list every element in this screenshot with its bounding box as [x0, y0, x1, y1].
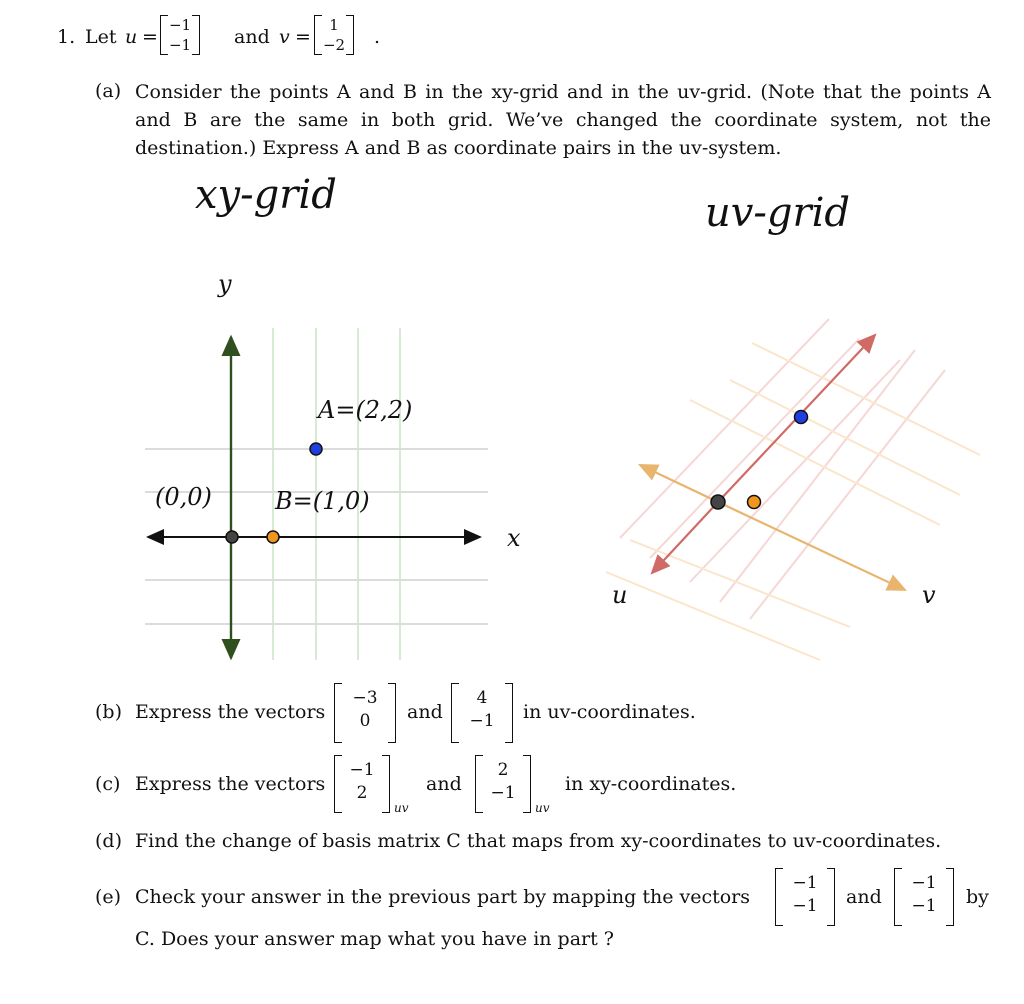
- part-b-vector-1-entry: 0: [359, 711, 371, 731]
- x-axis-label: x: [507, 524, 521, 552]
- point-a-label: A=(2,2): [318, 396, 413, 424]
- part-b-and: and: [407, 701, 443, 723]
- part-b-label: (b): [95, 701, 122, 723]
- part-c-prefix: Express the vectors: [135, 773, 326, 795]
- uv-gridlines-v-direction: [606, 343, 980, 660]
- equals-sign: =: [142, 26, 158, 48]
- and-word: and: [234, 26, 270, 48]
- part-c-subscript: uv: [394, 801, 409, 815]
- part-e-and: and: [846, 886, 882, 908]
- part-e-label: (e): [95, 886, 122, 908]
- part-e-prefix: Check your answer in the previous part by mapping the vectors: [135, 886, 751, 908]
- uv-grid-title: uv-grid: [705, 190, 850, 236]
- part-a-label: (a): [95, 80, 122, 102]
- origin-label: (0,0): [155, 483, 212, 511]
- part-e-vector-2-entry: −1: [911, 873, 937, 893]
- vector-v-entry: 1: [329, 16, 339, 34]
- part-b-vector-2-entry: −1: [469, 711, 495, 731]
- part-d-label: (d): [95, 830, 122, 852]
- uv-point-a: [795, 411, 808, 424]
- part-c-vector-2-entry: −1: [490, 783, 516, 803]
- point-b-label: B=(1,0): [275, 487, 370, 515]
- part-c-vector-1-entry: −1: [349, 760, 375, 780]
- part-c-label: (c): [95, 773, 121, 795]
- xy-origin-point: [226, 531, 238, 543]
- problem-number: 1.: [57, 26, 76, 48]
- part-b-vector-2: [451, 683, 513, 743]
- part-b-suffix: in uv-coordinates.: [523, 701, 696, 723]
- xy-grid-title: xy-grid: [195, 172, 337, 218]
- part-d-text: Find the change of basis matrix C that maps from xy-coordinates to uv-coordinates.: [135, 830, 942, 852]
- uv-gridlines-u-direction: [620, 319, 945, 619]
- part-b-vector-1: [334, 683, 396, 743]
- xy-point-b: [267, 531, 279, 543]
- uv-origin-point: [711, 495, 725, 509]
- part-c-suffix: in xy-coordinates.: [565, 773, 737, 795]
- part-a-text: Consider the points A and B in the xy-grid and in the uv-grid. (Note that the points A and B are the same in both grid. We’ve changed the coordinate system, not the destination.) Express A and B as coordinate pairs in the uv-system.: [135, 81, 991, 159]
- y-axis-label: y: [218, 270, 232, 298]
- part-c-vector-1: [334, 755, 390, 813]
- part-c-vector-2-entry: 2: [497, 760, 509, 780]
- equals-sign: =: [295, 26, 311, 48]
- part-c-subscript: uv: [535, 801, 550, 815]
- vector-v-entry: −2: [322, 36, 346, 54]
- part-b-vector-1-entry: −3: [352, 688, 378, 708]
- part-c-vector-1-entry: 2: [356, 783, 368, 803]
- part-e-line2: C. Does your answer map what you have in part ?: [135, 928, 614, 950]
- let-word: Let: [85, 26, 117, 48]
- period: .: [374, 26, 381, 48]
- u-variable: u: [125, 26, 138, 48]
- u-axis-label: u: [612, 581, 628, 609]
- v-axis-label: v: [922, 581, 936, 609]
- part-e-by: by: [966, 886, 989, 908]
- part-c-vector-2: [475, 755, 531, 813]
- part-e-vector-2-entry: −1: [911, 896, 937, 916]
- v-axis: [718, 502, 905, 590]
- v-axis-negative: [640, 465, 718, 502]
- part-e-vector-1-entry: −1: [792, 873, 818, 893]
- part-e-vector-2: [894, 868, 954, 926]
- part-c-and: and: [426, 773, 462, 795]
- vector-u-entry: −1: [168, 36, 192, 54]
- xy-point-a: [310, 443, 322, 455]
- part-b-prefix: Express the vectors: [135, 701, 326, 723]
- part-e-vector-1: [775, 868, 835, 926]
- part-e-vector-1-entry: −1: [792, 896, 818, 916]
- v-variable: v: [279, 26, 290, 48]
- vector-u-entry: −1: [168, 16, 192, 34]
- uv-point-b: [748, 496, 761, 509]
- part-b-vector-2-entry: 4: [476, 688, 488, 708]
